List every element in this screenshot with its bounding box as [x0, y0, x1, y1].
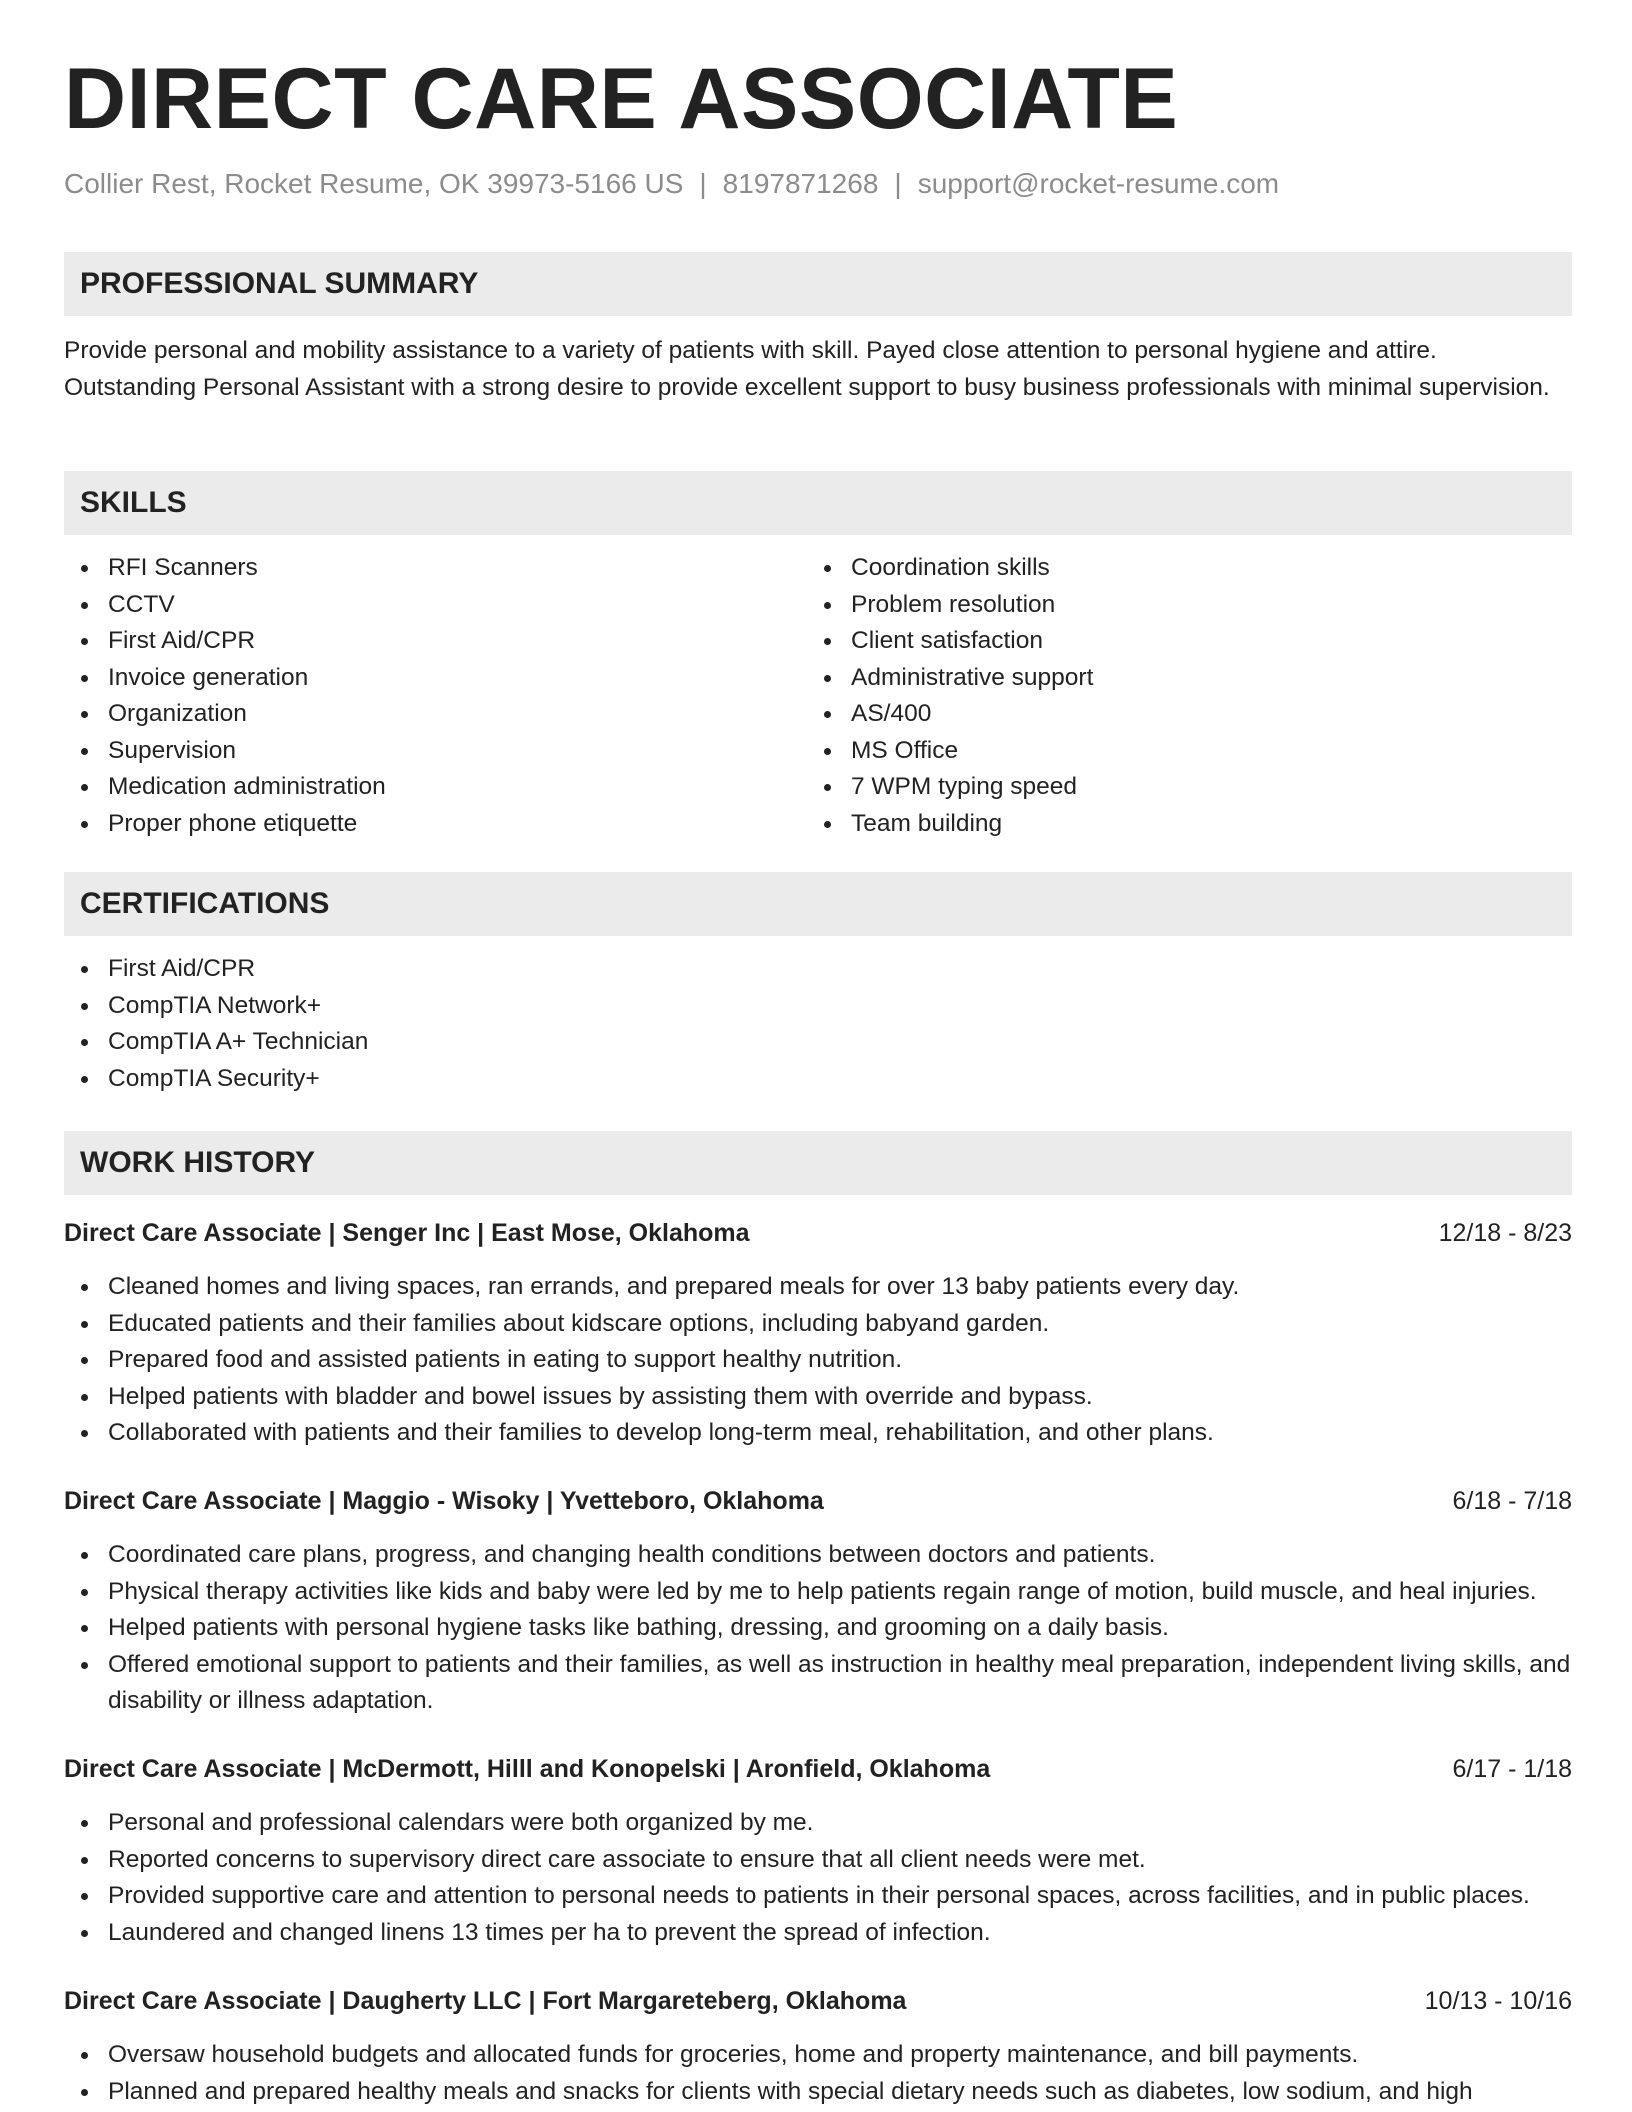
contact-line	[64, 168, 1279, 200]
job-dates: 10/13 - 10/16	[1424, 1987, 1572, 2015]
skill-item: Client satisfaction	[807, 623, 1507, 660]
work-history-heading: WORK HISTORY	[80, 1146, 316, 1179]
email-link[interactable]: support@rocket-resume.com	[917, 168, 1280, 199]
job-bullet: Oversaw household budgets and allocated funds for groceries, home and property maintenance, and bill payments.	[64, 2037, 1572, 2074]
job-bullet: Helped patients with bladder and bowel issues by assisting them with override and bypass.	[64, 1379, 1572, 1416]
certifications-section-header	[64, 872, 1572, 936]
skills-list-left	[64, 550, 764, 842]
skills-heading: SKILLS	[80, 486, 187, 519]
address-text: Collier Rest, Rocket Resume, OK 39973-5166 US	[64, 168, 684, 199]
job-bullet: Coordinated care plans, progress, and changing health conditions between doctors and patients.	[64, 1537, 1572, 1574]
job-bullet: Provided supportive care and attention to personal needs to patients in their personal spaces, across facilities, and in public places.	[64, 1878, 1572, 1915]
skill-item: Invoice generation	[64, 660, 764, 697]
summary-heading: PROFESSIONAL SUMMARY	[80, 267, 479, 300]
job-dates: 12/18 - 8/23	[1438, 1219, 1572, 1247]
job-bullet: Laundered and changed linens 13 times per ha to prevent the spread of infection.	[64, 1915, 1572, 1952]
skill-item: AS/400	[807, 696, 1507, 733]
skills-list-right	[807, 550, 1507, 842]
skill-item: Problem resolution	[807, 587, 1507, 624]
certifications-list	[64, 951, 764, 1097]
job-bullet: Personal and professional calendars were both organized by me.	[64, 1805, 1572, 1842]
job-bullet: Reported concerns to supervisory direct care associate to ensure that all client needs were met.	[64, 1842, 1572, 1879]
certification-item: CompTIA A+ Technician	[64, 1024, 764, 1061]
skill-item: First Aid/CPR	[64, 623, 764, 660]
skill-item: MS Office	[807, 733, 1507, 770]
contact-separator: |	[699, 168, 707, 199]
job-bullet-list	[64, 1269, 1572, 1452]
summary-section-header	[64, 252, 1572, 316]
summary-text: Provide personal and mobility assistance to a variety of patients with skill. Payed close attention to personal hygiene and attire. Outstanding Personal Assistant with a strong desire to provide excellent support to busy business professionals with minimal supervision.	[64, 337, 1550, 401]
skill-item: Medication administration	[64, 769, 764, 806]
skill-item: 7 WPM typing speed	[807, 769, 1507, 806]
job-dates: 6/18 - 7/18	[1452, 1487, 1572, 1515]
certification-item: CompTIA Network+	[64, 988, 764, 1025]
skills-section-header	[64, 471, 1572, 535]
job-bullet: Collaborated with patients and their families to develop long-term meal, rehabilitation, and other plans.	[64, 1415, 1572, 1452]
job-bullet: Offered emotional support to patients and their families, as well as instruction in healthy meal preparation, independent living skills, and disability or illness adaptation.	[64, 1647, 1572, 1720]
job-title: Direct Care Associate | Senger Inc | East Mose, Oklahoma	[64, 1219, 750, 1247]
job-bullet: Cleaned homes and living spaces, ran errands, and prepared meals for over 13 baby patients every day.	[64, 1269, 1572, 1306]
phone-text: 8197871268	[722, 168, 879, 199]
skill-item: Supervision	[64, 733, 764, 770]
certification-item: First Aid/CPR	[64, 951, 764, 988]
skill-item: Coordination skills	[807, 550, 1507, 587]
skill-item: Organization	[64, 696, 764, 733]
skill-item: RFI Scanners	[64, 550, 764, 587]
skill-item: Team building	[807, 806, 1507, 843]
job-bullet: Educated patients and their families about kidscare options, including babyand garden.	[64, 1306, 1572, 1343]
job-bullet: Prepared food and assisted patients in eating to support healthy nutrition.	[64, 1342, 1572, 1379]
contact-separator: |	[894, 168, 902, 199]
job-bullet: Physical therapy activities like kids and baby were led by me to help patients regain range of motion, build muscle, and heal injuries.	[64, 1574, 1572, 1611]
work-history-section-header	[64, 1131, 1572, 1195]
job-title: Direct Care Associate | Daugherty LLC | Fort Margareteberg, Oklahoma	[64, 1987, 907, 2015]
job-bullet: Helped patients with personal hygiene tasks like bathing, dressing, and grooming on a daily basis.	[64, 1610, 1572, 1647]
skill-item: CCTV	[64, 587, 764, 624]
job-bullet: Planned and prepared healthy meals and snacks for clients with special dietary needs such as diabetes, low sodium, and high	[64, 2074, 1572, 2111]
skill-item: Proper phone etiquette	[64, 806, 764, 843]
candidate-name: DIRECT CARE ASSOCIATE	[64, 51, 1179, 147]
job-title: Direct Care Associate | McDermott, Hilll and Konopelski | Aronfield, Oklahoma	[64, 1755, 991, 1783]
certifications-heading: CERTIFICATIONS	[80, 887, 330, 920]
skill-item: Administrative support	[807, 660, 1507, 697]
job-bullet-list	[64, 2037, 1572, 2110]
job-title: Direct Care Associate | Maggio - Wisoky | Yvetteboro, Oklahoma	[64, 1487, 824, 1515]
job-dates: 6/17 - 1/18	[1452, 1755, 1572, 1783]
job-bullet-list	[64, 1805, 1572, 1951]
job-bullet-list	[64, 1537, 1572, 1720]
certification-item: CompTIA Security+	[64, 1061, 764, 1098]
